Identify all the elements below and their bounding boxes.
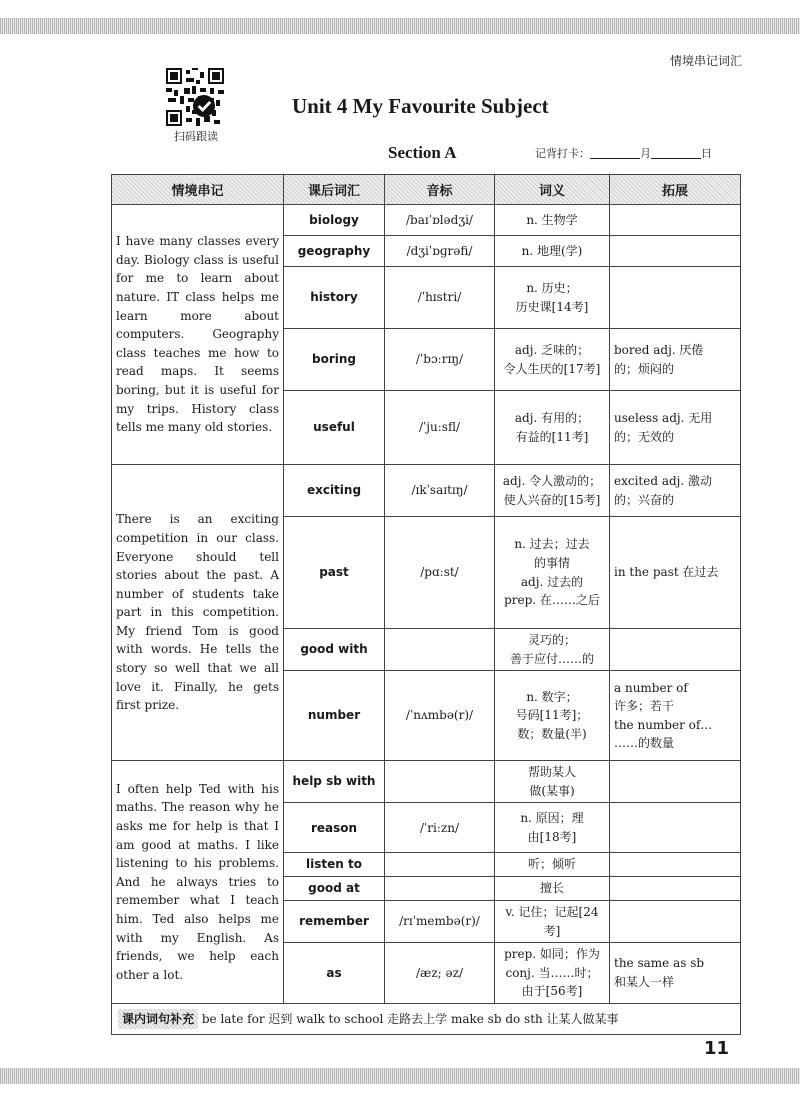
vocab-ipa: /æz; əz/: [385, 943, 495, 1004]
vocab-ipa: /ˈhɪstri/: [385, 267, 495, 329]
vocab-extension: [610, 876, 741, 900]
vocab-meaning: 帮助某人 做(某事): [495, 761, 610, 803]
vocab-ipa: /rɪˈmembə(r)/: [385, 900, 495, 942]
vocab-word: past: [284, 517, 385, 629]
vocab-word: remember: [284, 900, 385, 942]
table-row: [112, 205, 741, 236]
vocab-meaning: v. 记住；记起[24考]: [495, 900, 610, 942]
vocab-meaning: adj. 有用的； 有益的[11考]: [495, 391, 610, 465]
vocab-word: useful: [284, 391, 385, 465]
vocab-extension: [610, 761, 741, 803]
vocab-extension: [610, 205, 741, 236]
vocab-word: history: [284, 267, 385, 329]
vocab-ipa: /ˈnʌmbə(r)/: [385, 671, 495, 761]
vocab-ipa: /pɑːst/: [385, 517, 495, 629]
page-number: 11: [704, 1038, 730, 1059]
vocabulary-table: [111, 174, 741, 1035]
vocab-ipa: /ˈbɔːrɪŋ/: [385, 329, 495, 391]
vocab-word: geography: [284, 236, 385, 267]
vocab-extension: [610, 803, 741, 853]
vocab-meaning: adj. 令人激动的； 使人兴奋的[15考]: [495, 465, 610, 517]
vocab-meaning: n. 地理(学): [495, 236, 610, 267]
vocab-meaning: 听；倾听: [495, 853, 610, 877]
vocab-meaning: n. 历史； 历史课[14考]: [495, 267, 610, 329]
top-border-strip: [0, 18, 800, 34]
vocab-extension: bored adj. 厌倦 的；烦闷的: [610, 329, 741, 391]
vocab-word: good with: [284, 629, 385, 671]
vocab-meaning: n. 原因；理 由[18考]: [495, 803, 610, 853]
vocab-word: number: [284, 671, 385, 761]
vocab-ipa: /ˈriːzn/: [385, 803, 495, 853]
context-passage-3: I often help Ted with his maths. The reason why he asks me for help is that I am good at maths. I like listening to his problems. And he always tries to remember what I teach him. Ted also helps me with my English. As friends, we help each other a lot.: [112, 761, 284, 1004]
vocab-meaning: 擅长: [495, 876, 610, 900]
context-passage-1: I have many classes every day. Biology class is useful for me to learn about nature. IT class helps me learn more about computers. Geography class teaches me how to read maps. It seems boring, but it is useful for my trips. History class tells me many old stories.: [112, 205, 284, 465]
vocab-extension: excited adj. 激动 的；兴奋的: [610, 465, 741, 517]
bottom-border-strip: [0, 1068, 800, 1084]
vocab-word: biology: [284, 205, 385, 236]
table-row: [112, 465, 741, 517]
context-passage-2: There is an exciting competition in our class. Everyone should tell stories about the past. A number of students take part in this competition. My friend Tom is good with words. He tells the story so well that we all love it. Finally, he gets first prize.: [112, 465, 284, 761]
vocab-ipa: [385, 761, 495, 803]
running-head: 情境串记词汇: [669, 54, 742, 68]
vocab-extension: in the past 在过去: [610, 517, 741, 629]
day-blank: [651, 146, 701, 159]
month-blank: [590, 146, 640, 159]
unit-title: Unit 4 My Favourite Subject: [292, 94, 549, 118]
vocab-meaning: n. 数字； 号码[11考]； 数；数量(半): [495, 671, 610, 761]
vocab-ipa: /ˈjuːsfl/: [385, 391, 495, 465]
vocab-ipa: /baɪˈɒlədʒi/: [385, 205, 495, 236]
supplement-row: [112, 1003, 741, 1034]
col-header-meaning: 词义: [495, 175, 610, 205]
vocab-word: reason: [284, 803, 385, 853]
vocab-meaning: adj. 乏味的； 令人生厌的[17考]: [495, 329, 610, 391]
vocab-ipa: [385, 876, 495, 900]
section-title: Section A: [388, 143, 457, 162]
qr-code-icon: [166, 68, 224, 126]
vocab-extension: a number of 许多；若干 the number of… ……的数量: [610, 671, 741, 761]
vocab-word: boring: [284, 329, 385, 391]
checkin-field: 记背打卡： 月 日: [535, 147, 712, 160]
vocab-extension: [610, 853, 741, 877]
vocab-extension: the same as sb 和某人一样: [610, 943, 741, 1004]
vocab-extension: [610, 629, 741, 671]
col-header-word: 课后词汇: [284, 175, 385, 205]
vocab-extension: [610, 267, 741, 329]
vocab-word: listen to: [284, 853, 385, 877]
vocab-meaning: prep. 如同；作为 conj. 当……时； 由于[56考]: [495, 943, 610, 1004]
vocab-meaning: 灵巧的； 善于应付……的: [495, 629, 610, 671]
qr-label: 扫码跟读: [174, 130, 218, 143]
vocab-word: as: [284, 943, 385, 1004]
table-header: [112, 175, 741, 205]
col-header-extension: 拓展: [610, 175, 741, 205]
vocab-ipa: /dʒiˈɒɡrəfi/: [385, 236, 495, 267]
vocab-extension: [610, 236, 741, 267]
col-header-ipa: 音标: [385, 175, 495, 205]
vocab-meaning: n. 生物学: [495, 205, 610, 236]
vocab-ipa: [385, 629, 495, 671]
vocab-extension: useless adj. 无用 的；无效的: [610, 391, 741, 465]
vocab-word: good at: [284, 876, 385, 900]
table-row: [112, 761, 741, 803]
vocab-word: help sb with: [284, 761, 385, 803]
vocab-meaning: n. 过去；过去 的事情 adj. 过去的 prep. 在……之后: [495, 517, 610, 629]
vocab-ipa: /ɪkˈsaɪtɪŋ/: [385, 465, 495, 517]
col-header-context: 情境串记: [112, 175, 284, 205]
vocab-extension: [610, 900, 741, 942]
vocab-word: exciting: [284, 465, 385, 517]
supplement-text: be late for 迟到 walk to school 走路去上学 make sb do sth 让某人做某事: [201, 1011, 619, 1026]
vocab-ipa: [385, 853, 495, 877]
supplement-label: 课内词句补充: [118, 1009, 198, 1030]
